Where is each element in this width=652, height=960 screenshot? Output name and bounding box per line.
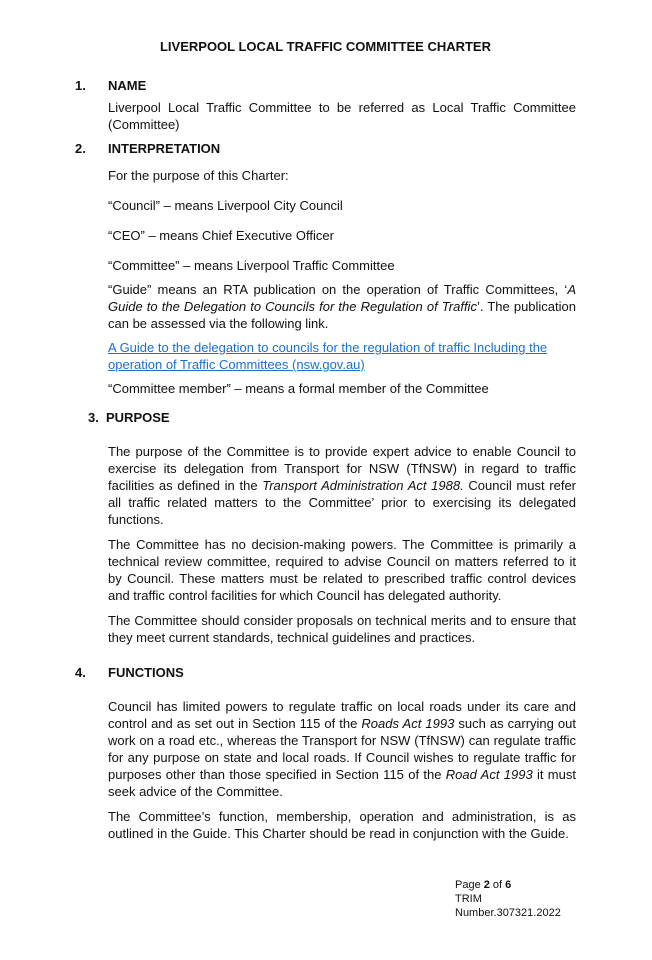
guide-link[interactable]: A Guide to the delegation to councils for the regulation of traffic Including the operation of Traffic Committees (nsw.gov.au)	[108, 340, 548, 372]
section-3-number: 3.	[88, 410, 99, 425]
section-3-header	[75, 409, 576, 426]
functions-paragraph-1	[108, 698, 576, 800]
name-text: Liverpool Local Traffic Committee to be referred as Local Traffic Committee (Committee)	[108, 100, 576, 132]
guide-text: “Guide” means an RTA publication on the operation of Traffic Committees, ‘	[108, 282, 568, 297]
section-4-heading: FUNCTIONS	[108, 665, 184, 680]
current-page: 2	[483, 879, 490, 891]
definition-committee: “Committee” – means Liverpool Traffic Committee	[108, 258, 395, 273]
page-number	[455, 878, 576, 892]
guide-title: A Guide to the Delegation to Councils for the Regulation of Traffic	[108, 282, 576, 314]
total-pages: 6	[505, 879, 512, 891]
guide-link-block	[108, 339, 576, 373]
functions-text: Council has limited powers to regulate traffic on local roads under its care and control and as set out in Section 115 of the	[108, 699, 576, 731]
purpose-paragraph-2: The Committee has no decision-making powers. The Committee is primarily a technical review committee, required to advise Council on matters referred to it by Council. These matters must be related to prescribed traffic control devices and traffic control facilities for which Council has delegated authority.	[108, 537, 576, 603]
act-name: Transport Administration Act 1988.	[262, 478, 464, 493]
definition-committee-member: “Committee member” – means a formal member of the Committee	[108, 381, 489, 396]
section-2-number: 2.	[75, 141, 86, 156]
definition-guide	[108, 281, 576, 332]
purpose-paragraph-1	[108, 443, 576, 528]
guide-text-end: ’. The publication can be assessed via the following link.	[108, 299, 576, 331]
functions-paragraph-2: The Committee’s function, membership, operation and administration, is as outlined in the Guide. This Charter should be read in conjunction with the Guide.	[108, 809, 576, 841]
section-3-heading: PURPOSE	[106, 410, 170, 425]
section-1-heading: NAME	[108, 78, 147, 93]
act-name: Road Act 1993	[445, 767, 533, 782]
functions-text-end: it must seek advice of the Committee.	[108, 767, 576, 799]
section-2-heading: INTERPRETATION	[108, 141, 221, 156]
of-label: of	[489, 879, 506, 891]
section-2-header	[75, 140, 576, 157]
definition-council: “Council” – means Liverpool City Council	[108, 198, 343, 213]
section-4-number: 4.	[75, 665, 86, 680]
section-1-number: 1.	[75, 78, 86, 93]
purpose-text-end: Council must refer all traffic related matters to the Committee’ prior to exercising its delegated functions.	[108, 478, 577, 527]
trim-number: TRIM Number.307321.2022	[455, 893, 561, 919]
page-footer	[455, 878, 576, 920]
document-title: LIVERPOOL LOCAL TRAFFIC COMMITTEE CHARTER	[159, 39, 491, 54]
functions-text: such as carrying out work on a road etc., whereas the Transport for NSW (TfNSW) can regulate traffic for any purpose on state and local roads. If Council wishes to regulate traffic for purposes other than those specified in Section 115 of the	[108, 716, 576, 782]
purpose-text: The purpose of the Committee is to provide expert advice to enable Council to exercise its delegation from Transport for NSW (TfNSW) in regard to traffic facilities as defined in the	[108, 444, 576, 493]
section-4-header	[75, 664, 576, 681]
purpose-paragraph-3: The Committee should consider proposals on technical merits and to ensure that they meet current standards, technical guidelines and practices.	[108, 613, 576, 645]
section-1-header	[75, 77, 576, 94]
act-name: Roads Act 1993	[361, 716, 455, 731]
definition-ceo: “CEO” – means Chief Executive Officer	[108, 228, 334, 243]
interpretation-intro: For the purpose of this Charter:	[108, 168, 289, 183]
page-label: Page	[455, 879, 484, 891]
